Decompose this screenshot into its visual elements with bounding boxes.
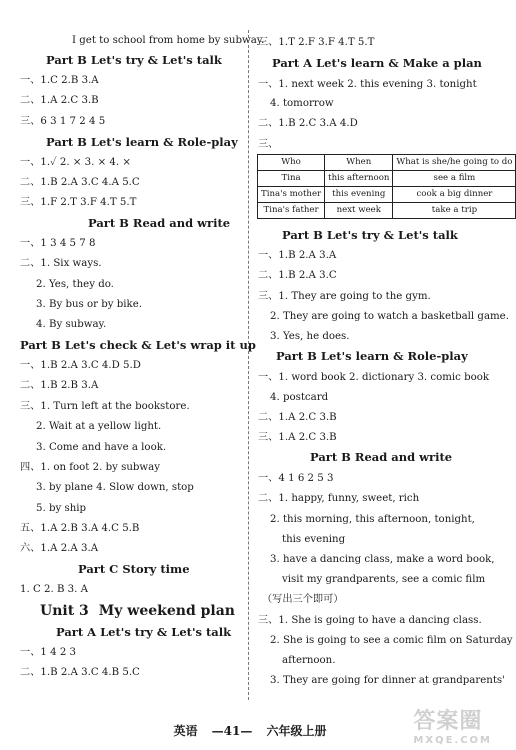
answer-line: 2. They are going to watch a basketball game. [270,311,509,322]
answer-line: 4. tomorrow [270,98,334,109]
heading-part-b-check: Part B Let's check & Let's wrap it up [20,338,256,352]
answer-line: 二、1.A 2.C 3.B [258,412,337,423]
table-cell: Tina's father [258,203,325,219]
table-row [258,171,516,187]
watermark-logo [413,704,492,746]
watermark-url: MXQE.COM [413,735,492,746]
answer-line: 3. Yes, he does. [270,331,350,342]
unit-number: Unit 3 [40,603,89,619]
unit-title: My weekend plan [98,603,235,619]
answer-line: 六、1.A 2.A 3.A [20,543,99,554]
answer-line: 一、1.B 2.A 3.C 4.D 5.D [20,360,141,371]
answer-line: 4. postcard [270,392,329,403]
answer-line: 一、1 4 2 3 [20,647,77,658]
answer-line: visit my grandparents, see a comic film [282,574,486,585]
answer-line: 三、1. She is going to have a dancing class. [258,615,482,626]
answer-line: 三、1.A 2.C 3.B [258,432,337,443]
answer-line: 4. By subway. [36,319,107,330]
heading-part-b-try: Part B Let's try & Let's talk [46,53,222,67]
answer-line: 3. Come and have a look. [36,442,167,453]
footer-grade: 六年级上册 [266,724,327,738]
answer-line: 二、1.B 2.B 3.A [20,380,99,391]
answer-line: 一、1.✓ 2. × 3. × 4. × [20,157,131,168]
answer-note: （写出三个即可） [262,594,344,605]
answer-line: 5. by ship [36,503,87,514]
answer-line: 二、1.B 2.A 3.C 4.A 5.C [20,177,140,188]
answer-line: 2. Wait at a yellow light. [36,421,162,432]
heading-part-a-try: Part A Let's try & Let's talk [56,625,232,639]
heading-part-b-learn: Part B Let's learn & Role-play [276,349,468,363]
answer-line: 三、1. Turn left at the bookstore. [20,401,190,412]
table-row [258,203,516,219]
plan-table [257,154,516,219]
answer-line: 四、1. on foot 2. by subway [20,462,160,473]
heading-part-b-try: Part B Let's try & Let's talk [282,228,458,242]
answer-line: 三、 [258,139,279,150]
heading-part-b-read: Part B Read and write [88,216,231,230]
heading-part-a-learn: Part A Let's learn & Make a plan [272,56,482,70]
heading-part-b-learn: Part B Let's learn & Role-play [46,135,238,149]
answer-line: 一、1. word book 2. dictionary 3. comic book [258,372,490,383]
answer-line: 2. She is going to see a comic film on Saturday [270,635,513,646]
table-cell: cook a big dinner [393,187,516,203]
answer-line: 一、4 1 6 2 5 3 [258,473,334,484]
table-header: Who [258,155,325,171]
answer-line: 3. have a dancing class, make a word book, [270,554,495,565]
heading-part-c-story: Part C Story time [78,562,190,576]
answer-line: afternoon. [282,655,336,666]
intro-line: I get to school from home by subway. [72,35,265,46]
table-header: When [325,155,393,171]
table-row [258,187,516,203]
answer-line: 1. C 2. B 3. A [20,584,88,595]
answer-line: 五、1.A 2.B 3.A 4.C 5.B [20,523,140,534]
answer-line: 3. By bus or by bike. [36,299,142,310]
table-cell: Tina [258,171,325,187]
answer-line: 3. by plane 4. Slow down, stop [36,482,194,493]
table-cell: Tina's mother [258,187,325,203]
answer-line: 二、1.B 2.A 3.C [258,270,337,281]
unit-heading [40,602,235,620]
answer-line: 三、1.T 2.F 3.F 4.T 5.T [258,37,375,48]
answer-line: 二、1.B 2.C 3.A 4.D [258,118,358,129]
answer-line: 二、1.B 2.A 3.C 4.B 5.C [20,667,140,678]
answer-line: this evening [282,534,346,545]
answer-line: 2. Yes, they do. [36,279,114,290]
table-header: What is she/he going to do [393,155,516,171]
answer-line: 一、1.B 2.A 3.A [258,250,337,261]
table-cell: next week [325,203,393,219]
footer-subject: 英语 [173,724,198,738]
answer-line: 三、1.F 2.T 3.F 4.T 5.T [20,197,137,208]
answer-line: 二、1. Six ways. [20,258,102,269]
table-cell: see a film [393,171,516,187]
answer-line: 三、1. They are going to the gym. [258,291,431,302]
column-divider [248,30,249,700]
answer-line: 一、1. next week 2. this evening 3. tonight [258,79,477,90]
answer-line: 3. They are going for dinner at grandparents' [270,675,505,686]
table-cell: this evening [325,187,393,203]
answer-line: 三、6 3 1 7 2 4 5 [20,116,106,127]
answer-line: 二、1.A 2.C 3.B [20,95,99,106]
answer-line: 一、1.C 2.B 3.A [20,75,99,86]
page-number: —41— [211,724,253,738]
answer-line: 二、1. happy, funny, sweet, rich [258,493,420,504]
answer-line: 一、1 3 4 5 7 8 [20,238,96,249]
table-cell: this afternoon [325,171,393,187]
table-header-row [258,155,516,171]
answer-line: 2. this morning, this afternoon, tonight, [270,514,475,525]
heading-part-b-read: Part B Read and write [310,450,453,464]
table-cell: take a trip [393,203,516,219]
watermark-text: 答案圈 [413,709,483,734]
